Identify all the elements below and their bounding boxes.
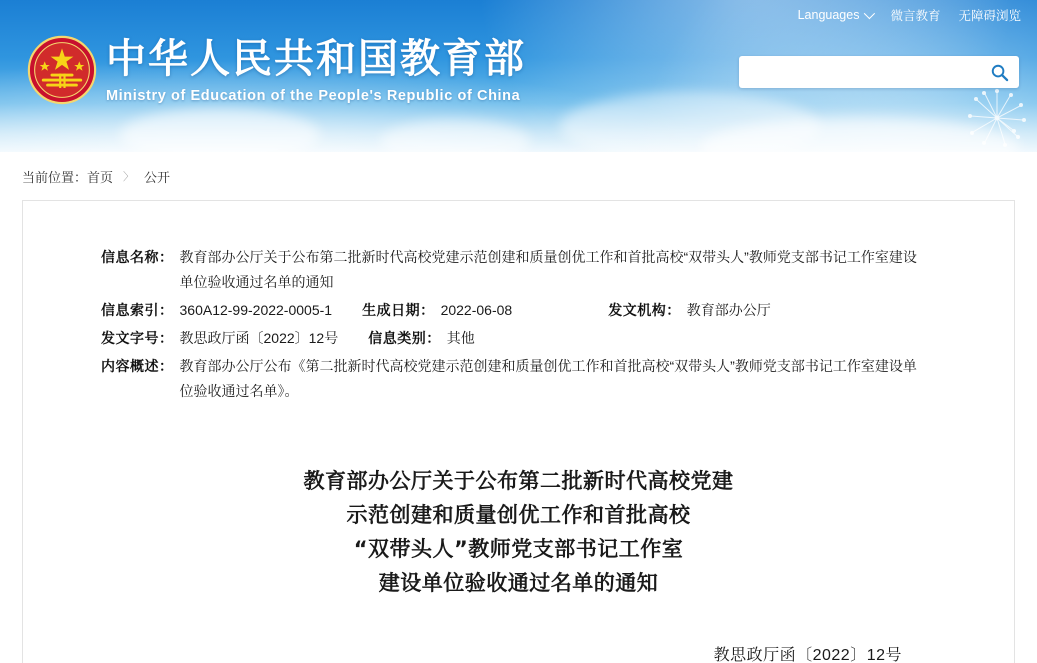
chevron-down-icon [864, 8, 875, 19]
wechat-link[interactable]: 微言教育 [890, 9, 941, 23]
document-number: 教思政厅函〔2022〕12号 [713, 647, 902, 663]
meta-value-category: 其他 [446, 330, 475, 346]
breadcrumb-prefix: 当前位置： [22, 169, 88, 185]
site-title-en: Ministry of Education of the People's Republic of China [106, 88, 521, 104]
document-title-line: 教育部办公厅关于公布第二批新时代高校党建 [303, 469, 734, 493]
breadcrumb-item-home[interactable]: 首页 [87, 169, 114, 185]
meta-group-created [362, 298, 512, 323]
meta-label-summary: 内容概述： [101, 358, 174, 374]
site-header [0, 0, 1037, 152]
document-title-line: “双带头人”教师党支部书记工作室 [353, 537, 684, 561]
site-title-block [106, 36, 526, 104]
document-title-line: 建设单位验收通过名单的通知 [378, 571, 659, 595]
search-box[interactable] [739, 56, 1019, 88]
search-input[interactable] [739, 57, 979, 87]
meta-value-issuer: 教育部办公厅 [686, 302, 771, 318]
meta-value-created: 2022-06-08 [440, 302, 513, 318]
search-button[interactable] [979, 56, 1019, 88]
meta-value-index: 360A12-99-2022-0005-1 [179, 302, 333, 318]
top-links [798, 6, 1021, 24]
meta-row-index [101, 298, 936, 323]
accessibility-link[interactable]: 无障碍浏览 [958, 9, 1021, 23]
document-title-line: 示范创建和质量创优工作和首批高校 [346, 503, 691, 527]
meta-label-name: 信息名称： [101, 249, 174, 265]
document-metadata [101, 245, 936, 404]
meta-label-docnum: 发文字号： [101, 330, 174, 346]
meta-group-index [101, 298, 332, 323]
meta-value-docnum: 教思政厅函〔2022〕12号 [179, 330, 339, 346]
breadcrumb-separator: 〉 [123, 171, 135, 183]
meta-value-name: 教育部办公厅关于公布第二批新时代高校党建示范创建和质量创优工作和首批高校“双带头人”教师党支部书记工作室建设单位验收通过名单的通知 [179, 249, 917, 290]
site-title-cn: 中华人民共和国教育部 [106, 36, 526, 82]
meta-group-category [368, 326, 475, 351]
meta-value-summary: 教育部办公厅公布《第二批新时代高校党建示范创建和质量创优工作和首批高校“双带头人”教师党支部书记工作室建设单位验收通过名单》。 [179, 358, 917, 399]
meta-group-docnum [101, 326, 338, 351]
meta-group-issuer [608, 298, 771, 323]
language-selector[interactable] [798, 8, 873, 22]
language-label: Languages [797, 8, 860, 22]
dandelion-icon [965, 86, 1029, 150]
meta-row-summary [101, 354, 936, 404]
meta-label-issuer: 发文机构： [608, 302, 681, 318]
meta-label-index: 信息索引： [101, 302, 174, 318]
breadcrumb-item-public[interactable]: 公开 [144, 169, 171, 185]
meta-label-category: 信息类别： [368, 330, 441, 346]
document-title [101, 464, 936, 600]
meta-label-created: 生成日期： [362, 302, 435, 318]
content-card [22, 200, 1015, 663]
national-emblem-icon [26, 34, 98, 106]
search-icon [990, 63, 1009, 82]
cloud-decoration [380, 120, 530, 152]
cloud-decoration [120, 108, 320, 152]
breadcrumb [0, 152, 1037, 200]
meta-row-docnum [101, 326, 936, 351]
meta-row-name [101, 245, 936, 295]
